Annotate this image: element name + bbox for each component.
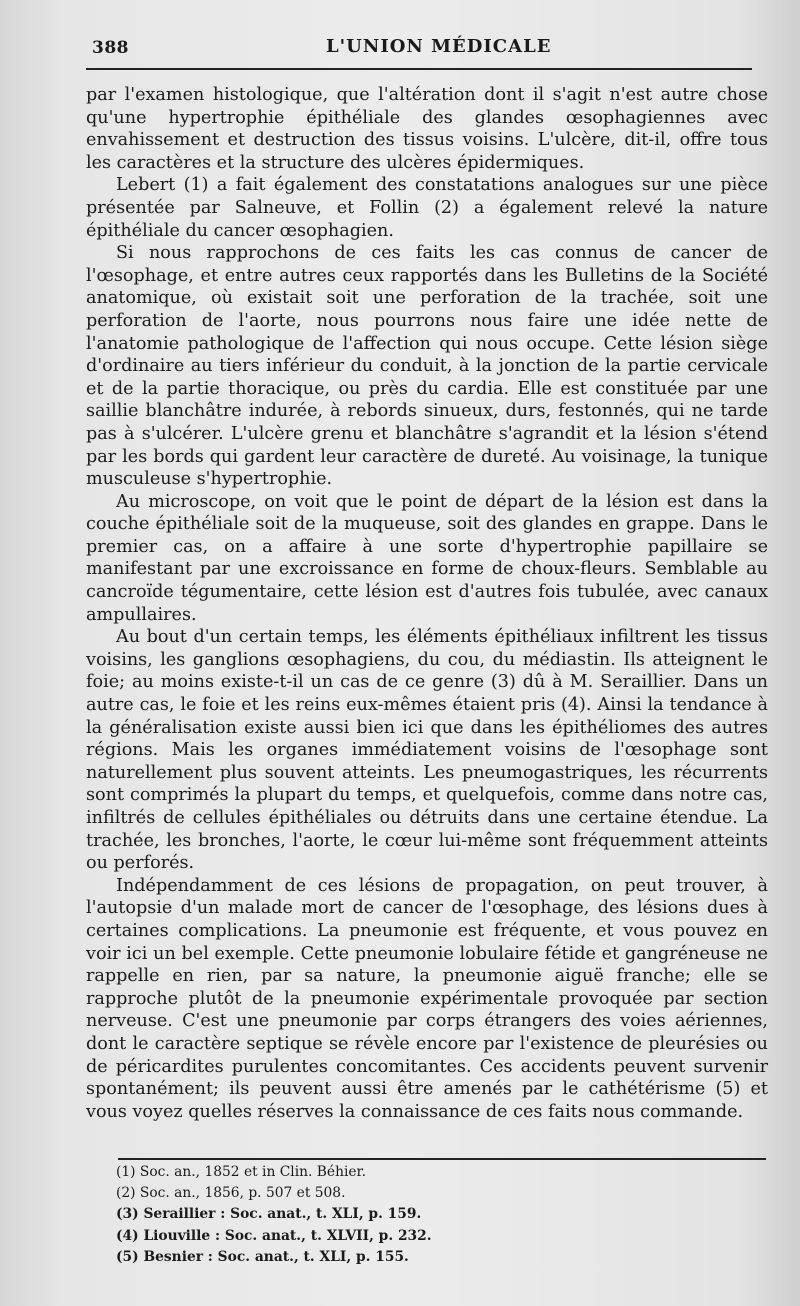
paragraph: Si nous rapprochons de ces faits les cas connus de cancer de l'œsophage, et entre autres ceux rapportés dans les Bulletins de la Société anatomique, où existait soit une perforation de la trachée, soit une perforation de l'aorte, nous pourrons nous faire une idée nette de l'anatomie pathologique de l'affection qui nous occupe. Cette lésion siège d'ordinaire au tiers inférieur du conduit, à la jonction de la partie cervicale et de la partie thoracique, ou près du cardia. Elle est constituée par une saillie blanchâtre indurée, à rebords sinueux, durs, festonnés, qui ne tarde pas à s'ulcérer. L'ulcère grenu et blanchâtre s'agrandit et la lésion s'étend par les bords qui gardent leur caractère de dureté. Au voisinage, la tunique musculeuse s'hypertrophie. — [86, 243, 768, 490]
footnote: (2) Soc. an., 1856, p. 507 et 508. — [116, 1185, 346, 1202]
header-rule — [86, 68, 752, 70]
footnotes — [116, 1162, 636, 1268]
footnote-rule — [118, 1158, 766, 1160]
paragraph-continued: par l'examen histologique, que l'altération dont il s'agit n'est autre chose qu'une hypertrophie épithéliale des glandes œsophagiennes avec envahissement et destruction des tissus voisins. L'ulcère, dit-il, offre tous les caractères et la structure des ulcères épidermiques. — [86, 85, 768, 173]
paragraph: Indépendamment de ces lésions de propagation, on peut trouver, à l'autopsie d'un malade mort de cancer de l'œsophage, des lésions dues à certaines complications. La pneumonie est fréquente, et vous pouvez en voir ici un bel exemple. Cette pneumonie lobulaire fétide et gangréneuse ne rappelle en rien, par sa nature, la pneumonie aiguë franche; elle se rapproche plutôt de la pneumonie expérimentale provoquée par section nerveuse. C'est une pneumonie par corps étrangers des voies aériennes, dont le caractère septique se révèle encore par l'existence de pleurésies ou de péricardites purulentes concomitantes. Ces accidents peuvent survenir spontanément; ils peuvent aussi être amenés par le cathétérisme (5) et vous voyez quelles réserves la connaissance de ces faits nous commande. — [86, 875, 768, 1122]
footnote: (5) Besnier : Soc. anat., t. XLI, p. 155. — [116, 1248, 409, 1265]
paragraph: Lebert (1) a fait également des constatations analogues sur une pièce présentée par Salneuve, et Follin (2) a également relevé la nature épithéliale du cancer œsophagien. — [86, 175, 768, 241]
journal-title: L'UNION MÉDICALE — [326, 36, 552, 57]
page-number: 388 — [92, 38, 129, 58]
paragraph: Au microscope, on voit que le point de départ de la lésion est dans la couche épithéliale soit de la muqueuse, soit des glandes en grappe. Dans le premier cas, on a affaire à une sorte d'hypertrophie papillaire se manifestant par une excroissance en forme de choux-fleurs. Semblable au cancroïde tégumentaire, cette lésion est d'autres fois tubulée, avec canaux ampullaires. — [86, 491, 768, 625]
running-head — [86, 34, 770, 60]
footnote: (1) Soc. an., 1852 et in Clin. Béhier. — [116, 1164, 367, 1180]
paragraph: Au bout d'un certain temps, les éléments épithéliaux infiltrent les tissus voisins, les ganglions œsophagiens, du cou, du médiastin. Ils atteignent le foie; au moins existe-t-il un cas de ce genre (3) dû à M. Seraillier. Dans un autre cas, le foie et les reins eux-mêmes étaient pris (4). Ainsi la tendance à la généralisation existe aussi bien ici que dans les épithéliomes des autres régions. Mais les organes immédiatement voisins de l'œsophage sont naturellement plus souvent atteints. Les pneumogastriques, les récurrents sont comprimés la plupart du temps, et quelquefois, comme dans notre cas, infiltrés de cellules épithéliales ou détruits dans une certaine étendue. La trachée, les bronches, l'aorte, le cœur lui-même sont fréquemment atteints ou perforés. — [86, 627, 768, 874]
footnote: (4) Liouville : Soc. anat., t. XLVII, p. 232. — [116, 1227, 432, 1244]
article-body — [86, 84, 768, 1123]
footnote: (3) Seraillier : Soc. anat., t. XLI, p. 159. — [116, 1206, 422, 1223]
